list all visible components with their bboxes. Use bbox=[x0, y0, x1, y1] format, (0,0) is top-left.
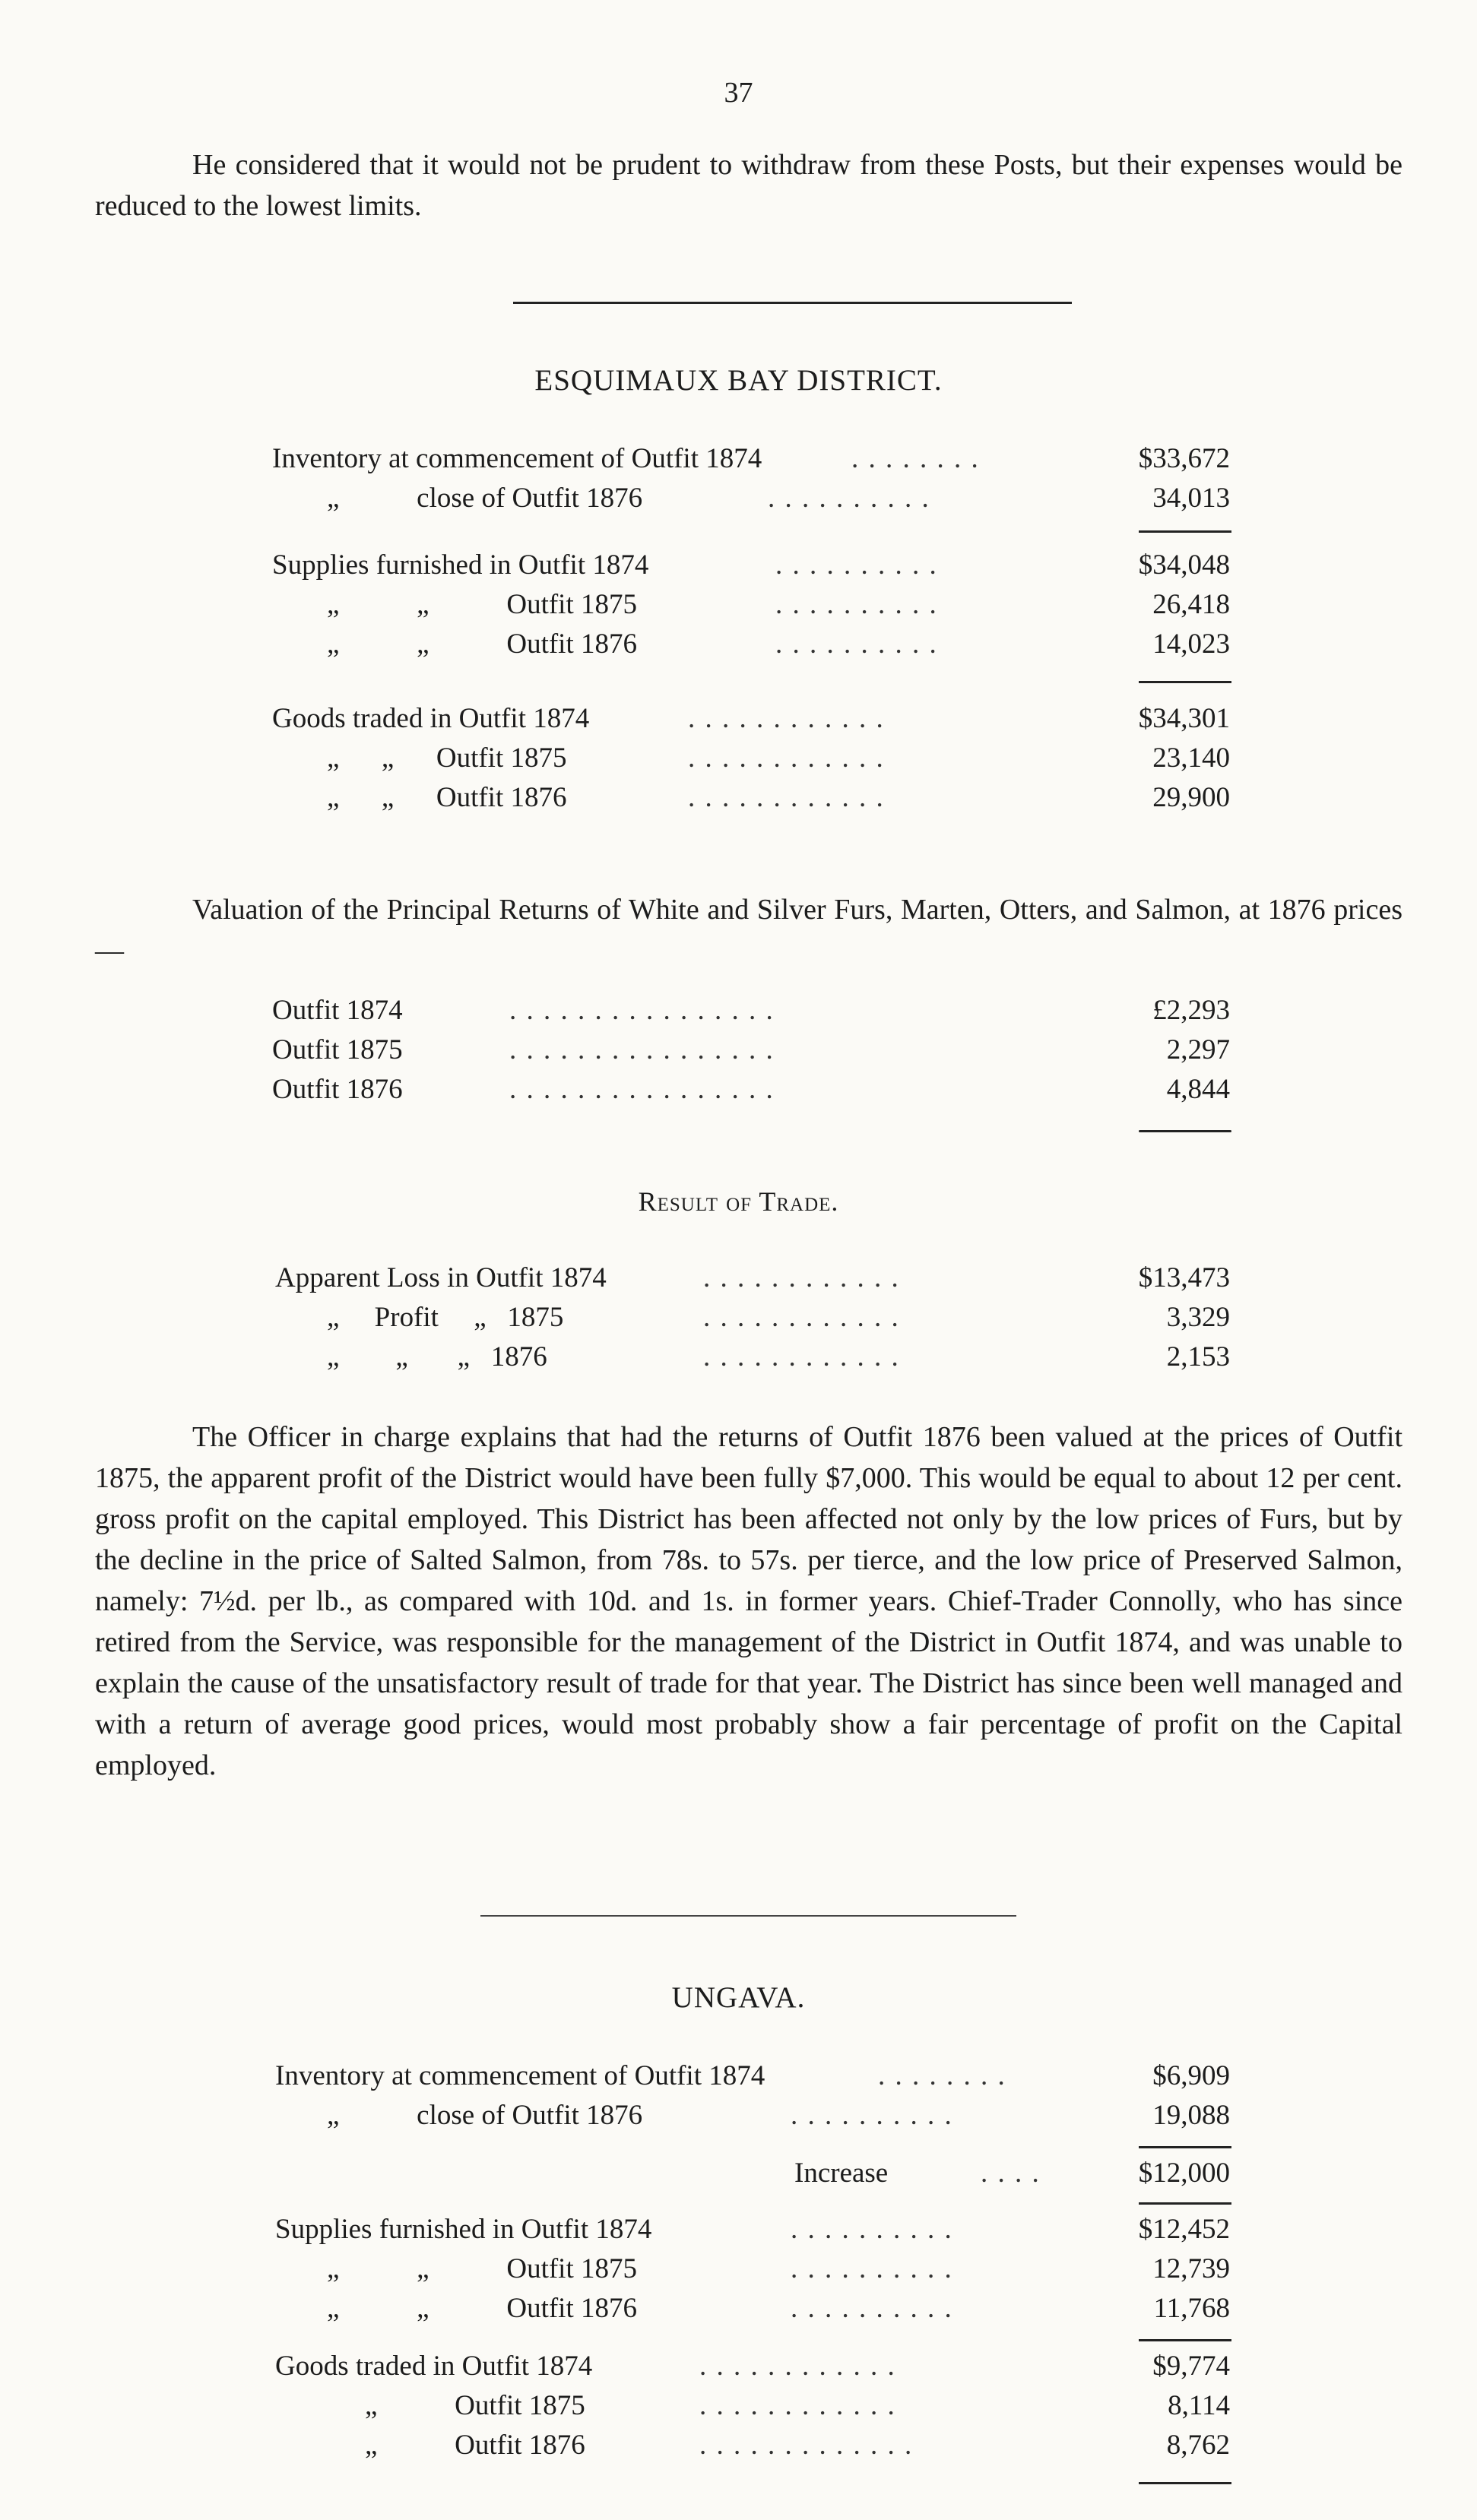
row-amount: $9,774 bbox=[1152, 2351, 1230, 2382]
esquimaux-row bbox=[0, 482, 1477, 521]
ungava-row bbox=[0, 2252, 1477, 2292]
row-amount: 4,844 bbox=[1166, 1074, 1230, 1105]
intro-text: He considered that it would not be prudent to withdraw from these Posts, but their expenses would be reduced to the lowest limits. bbox=[95, 149, 1403, 222]
row-label: „ Outfit 1875 bbox=[365, 2390, 585, 2421]
leader-dots: . . . . . . . . . . bbox=[791, 2293, 953, 2324]
row-label: „ close of Outfit 1876 bbox=[327, 483, 643, 514]
ungava-row bbox=[0, 2213, 1477, 2252]
leader-dots: . . . . . . . . . . bbox=[775, 549, 938, 581]
total-rule bbox=[1139, 530, 1231, 533]
row-amount: 14,023 bbox=[1152, 628, 1230, 660]
leader-dots: . . . . . . . . . . bbox=[775, 589, 938, 620]
row-label: „ Profit „ 1875 bbox=[327, 1302, 564, 1333]
leader-dots: . . . . . . . . . . bbox=[768, 483, 930, 514]
result-row bbox=[0, 1301, 1477, 1341]
valuation-text: Valuation of the Principal Returns of White and Silver Furs, Marten, Otters, and Salmon, at 1876 prices— bbox=[95, 894, 1403, 967]
section-rule bbox=[480, 1915, 1016, 1917]
leader-dots: . . . . . . . . . . . . bbox=[703, 1262, 900, 1293]
row-label: Outfit 1876 bbox=[272, 1074, 403, 1105]
total-rule bbox=[1139, 2482, 1231, 2484]
row-amount: $6,909 bbox=[1152, 2060, 1230, 2091]
leader-dots: . . . . . . . . bbox=[851, 443, 980, 474]
valuation-row bbox=[0, 1073, 1477, 1113]
total-rule bbox=[1139, 1130, 1231, 1132]
leader-dots: . . . . . . . . . . . . . bbox=[699, 2430, 914, 2461]
row-label: „ „ Outfit 1876 bbox=[327, 782, 567, 813]
row-amount: 29,900 bbox=[1152, 782, 1230, 813]
leader-dots: . . . . . . . . . . . . bbox=[699, 2390, 896, 2421]
row-label: Supplies furnished in Outfit 1874 bbox=[275, 2214, 652, 2245]
ungava-heading: UNGAVA. bbox=[671, 1981, 806, 2014]
leader-dots: . . . . . . . . . . . . . . . . bbox=[509, 1034, 775, 1065]
esquimaux-row bbox=[0, 442, 1477, 482]
row-amount: $12,452 bbox=[1138, 2214, 1230, 2245]
explanation-paragraph bbox=[95, 1417, 1403, 1786]
row-label: „ „ Outfit 1876 bbox=[327, 628, 637, 660]
leader-dots: . . . . . . . . . . . . bbox=[688, 703, 885, 734]
row-amount: $34,048 bbox=[1138, 549, 1230, 581]
valuation-paragraph bbox=[95, 889, 1403, 971]
increase-label: Increase bbox=[794, 2158, 889, 2189]
row-amount: 3,329 bbox=[1166, 1302, 1230, 1333]
total-rule bbox=[1139, 681, 1231, 683]
esquimaux-row bbox=[0, 781, 1477, 821]
esquimaux-row bbox=[0, 702, 1477, 742]
row-label: Outfit 1874 bbox=[272, 995, 403, 1026]
row-label: Inventory at commencement of Outfit 1874 bbox=[275, 2060, 765, 2091]
row-amount: 34,013 bbox=[1152, 483, 1230, 514]
result-heading: Result of Trade. bbox=[638, 1186, 839, 1217]
ungava-row bbox=[0, 2099, 1477, 2139]
row-amount: 23,140 bbox=[1152, 742, 1230, 774]
leader-dots: . . . . . . . . . . . . . . . . bbox=[509, 1074, 775, 1105]
row-label: „ „ „ 1876 bbox=[327, 1341, 547, 1372]
row-amount: $34,301 bbox=[1138, 703, 1230, 734]
row-label: „ „ Outfit 1876 bbox=[327, 2293, 637, 2324]
leader-dots: . . . . . . . . . . . . . . . . bbox=[509, 995, 775, 1026]
leader-dots: . . . . . . . . . . . . bbox=[699, 2351, 896, 2382]
valuation-row bbox=[0, 994, 1477, 1034]
row-amount: £2,293 bbox=[1152, 995, 1230, 1026]
total-rule bbox=[1139, 2339, 1231, 2341]
row-label: „ Outfit 1876 bbox=[365, 2430, 585, 2461]
leader-dots: . . . . bbox=[981, 2158, 1041, 2189]
row-amount: 2,297 bbox=[1166, 1034, 1230, 1065]
increase-amount: $12,000 bbox=[1138, 2158, 1230, 2189]
row-label: Outfit 1875 bbox=[272, 1034, 403, 1065]
ungava-row bbox=[0, 2429, 1477, 2468]
row-amount: 2,153 bbox=[1166, 1341, 1230, 1372]
leader-dots: . . . . . . . . . . . . bbox=[703, 1302, 900, 1333]
esquimaux-row bbox=[0, 628, 1477, 667]
row-label: Inventory at commencement of Outfit 1874 bbox=[272, 443, 762, 474]
row-label: Goods traded in Outfit 1874 bbox=[272, 703, 590, 734]
explanation-text: The Officer in charge explains that had the returns of Outfit 1876 been valued at the prices of Outfit 1875, the apparent profit of the District would have been fully $7,000. This would be equal to about 12 per cent. gross profit on the capital employed. This District has been affected not only by the low prices of Furs, but by the decline in the price of Salted Salmon, from 78s. to 57s. per tierce, and the low price of Preserved Salmon, namely: 7½d. per lb., as compared with 10d. and 1s. in former years. Chief-Trader Connolly, who has since retired from the Service, was responsible for the management of the District in Outfit 1874, and was unable to explain the cause of the unsatisfactory result of trade for that year. The District has since been well managed and with a return of average good prices, would most probably show a fair percentage of profit on the Capital employed. bbox=[95, 1421, 1403, 1781]
increase-row bbox=[0, 2157, 1477, 2196]
leader-dots: . . . . . . . . . . bbox=[791, 2100, 953, 2131]
row-amount: $33,672 bbox=[1138, 443, 1230, 474]
row-label: „ „ Outfit 1875 bbox=[327, 2253, 637, 2284]
leader-dots: . . . . . . . . . . . . bbox=[703, 1341, 900, 1372]
leader-dots: . . . . . . . . . . bbox=[791, 2214, 953, 2245]
leader-dots: . . . . . . . . . . . . bbox=[688, 782, 885, 813]
row-amount: 19,088 bbox=[1152, 2100, 1230, 2131]
section-rule bbox=[513, 302, 1072, 304]
leader-dots: . . . . . . . . . . bbox=[791, 2253, 953, 2284]
row-label: Supplies furnished in Outfit 1874 bbox=[272, 549, 649, 581]
row-label: „ „ Outfit 1875 bbox=[327, 742, 567, 774]
esquimaux-row bbox=[0, 588, 1477, 628]
row-label: „ close of Outfit 1876 bbox=[327, 2100, 643, 2131]
row-amount: 11,768 bbox=[1153, 2293, 1230, 2324]
ungava-row bbox=[0, 2059, 1477, 2099]
total-rule bbox=[1139, 2202, 1231, 2205]
esquimaux-row bbox=[0, 549, 1477, 588]
valuation-row bbox=[0, 1034, 1477, 1073]
page-number: 37 bbox=[724, 77, 753, 109]
leader-dots: . . . . . . . . . . . . bbox=[688, 742, 885, 774]
ungava-row bbox=[0, 2292, 1477, 2332]
row-amount: 26,418 bbox=[1152, 589, 1230, 620]
row-amount: 12,739 bbox=[1152, 2253, 1230, 2284]
leader-dots: . . . . . . . . . . bbox=[775, 628, 938, 660]
row-label: Goods traded in Outfit 1874 bbox=[275, 2351, 593, 2382]
ungava-row bbox=[0, 2350, 1477, 2389]
ungava-row bbox=[0, 2389, 1477, 2429]
esquimaux-row bbox=[0, 742, 1477, 781]
intro-paragraph bbox=[95, 144, 1403, 226]
row-amount: 8,114 bbox=[1168, 2390, 1230, 2421]
row-amount: 8,762 bbox=[1166, 2430, 1230, 2461]
row-label: Apparent Loss in Outfit 1874 bbox=[275, 1262, 607, 1293]
row-amount: $13,473 bbox=[1138, 1262, 1230, 1293]
total-rule bbox=[1139, 2146, 1231, 2148]
row-label: „ „ Outfit 1875 bbox=[327, 589, 637, 620]
result-row bbox=[0, 1262, 1477, 1301]
leader-dots: . . . . . . . . bbox=[878, 2060, 1006, 2091]
esquimaux-heading: ESQUIMAUX BAY DISTRICT. bbox=[534, 364, 943, 397]
result-row bbox=[0, 1341, 1477, 1380]
